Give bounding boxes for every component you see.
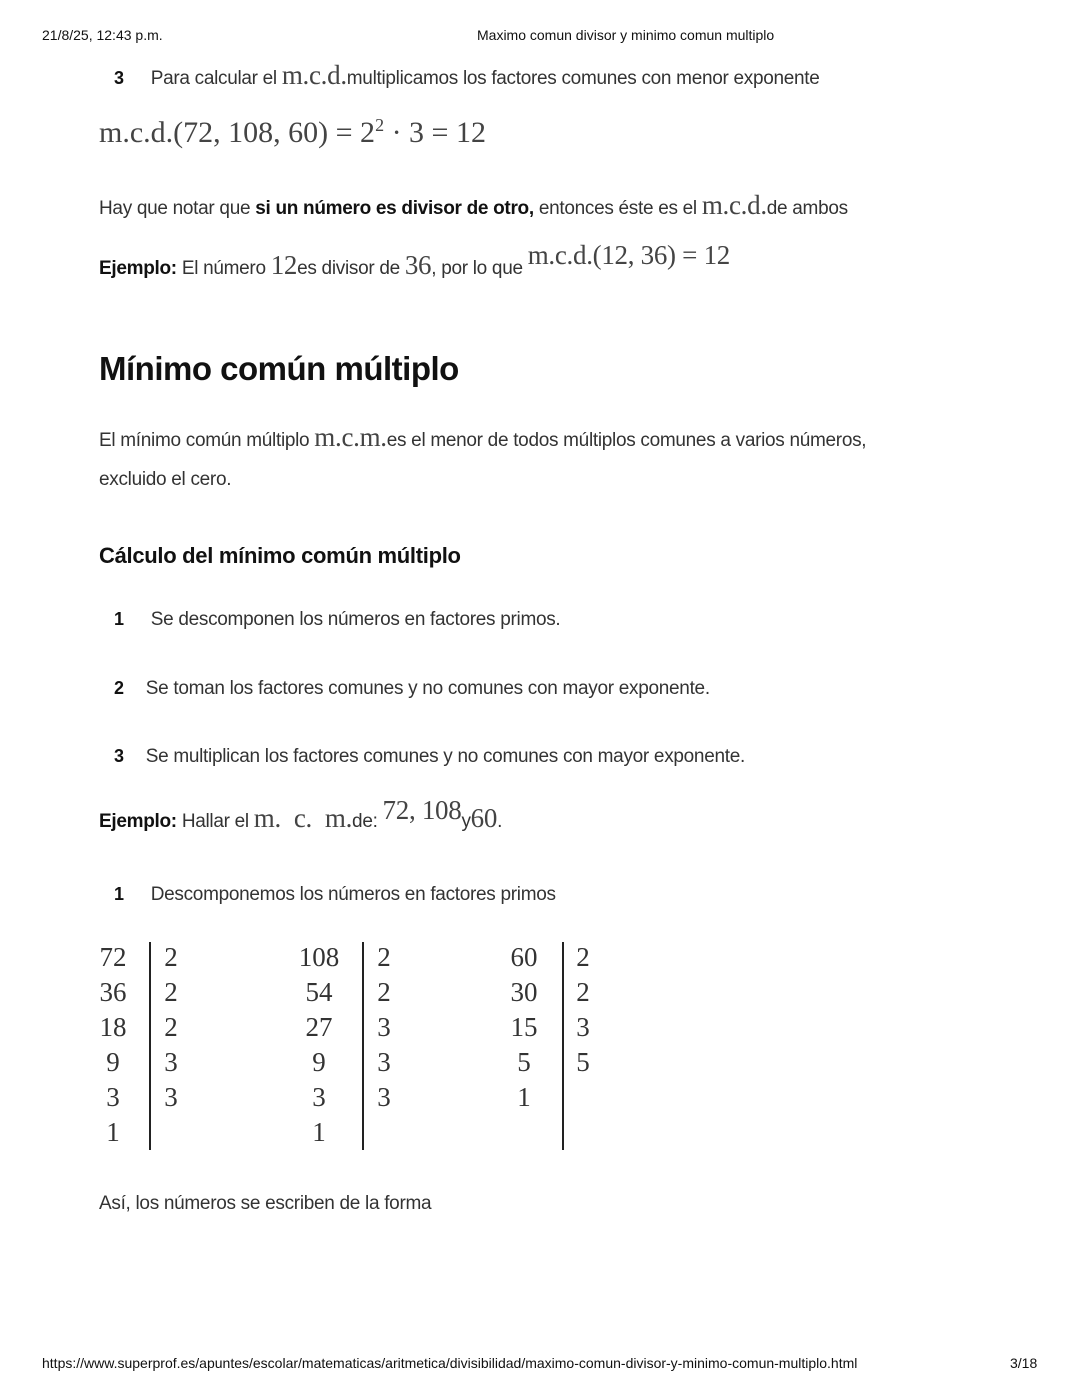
mcd-step-3 bbox=[114, 60, 820, 91]
subsection-title-calc: Cálculo del mínimo común múltiplo bbox=[99, 543, 461, 568]
step-text: multiplicamos los factores comunes con menor exponente bbox=[346, 68, 820, 89]
page-number: 3/18 bbox=[1010, 1355, 1038, 1371]
formula-text: m.c.d.(72, 108, 60) = 2 bbox=[99, 116, 376, 149]
step-item: 1 Se descomponen los números en factores primos. bbox=[114, 609, 561, 630]
step-number: 3 bbox=[114, 68, 124, 88]
mcm-definition-line2: excluido el cero. bbox=[99, 469, 232, 490]
mcd-result-formula bbox=[99, 115, 486, 150]
note-paragraph: Hay que notar que si un número es divisor de otro, entonces éste es el m.c.d.de ambos bbox=[99, 190, 848, 220]
step-item: 2 Se toman los factores comunes y no comunes con mayor exponente. bbox=[114, 678, 710, 699]
divider-line bbox=[562, 942, 564, 1150]
divider-line bbox=[149, 942, 151, 1150]
formula-tail: · 3 = 12 bbox=[384, 116, 486, 149]
closing-paragraph: Así, los números se escriben de la forma bbox=[99, 1193, 432, 1214]
example-2: Ejemplo: Hallar el m. c. m.de: 72, 108y60. bbox=[99, 795, 503, 833]
step-item: 1 Descomponemos los números en factores primos bbox=[114, 884, 556, 905]
exponent: 2 bbox=[375, 115, 385, 135]
step-text: Para calcular el bbox=[150, 68, 282, 89]
print-title: Maximo comun divisor y minimo comun multiplo bbox=[477, 27, 775, 43]
page-url: https://www.superprof.es/apuntes/escolar/matematicas/aritmetica/divisibilidad/maximo-comun-divisor-y-minimo-comun-multiplo.html bbox=[42, 1355, 858, 1371]
example-1: Ejemplo: El número 12es divisor de 36, por lo que m.c.d.(12, 36) = 12 bbox=[99, 240, 730, 280]
divider-line bbox=[362, 942, 364, 1150]
print-datetime: 21/8/25, 12:43 p.m. bbox=[42, 27, 163, 43]
step-item: 3 Se multiplican los factores comunes y no comunes con mayor exponente. bbox=[114, 746, 745, 767]
mcm-definition: El mínimo común múltiplo m.c.m.es el menor de todos múltiplos comunes a varios números, bbox=[99, 422, 867, 452]
section-title-mcm: Mínimo común múltiplo bbox=[99, 350, 459, 387]
math: m.c.d. bbox=[281, 60, 347, 90]
